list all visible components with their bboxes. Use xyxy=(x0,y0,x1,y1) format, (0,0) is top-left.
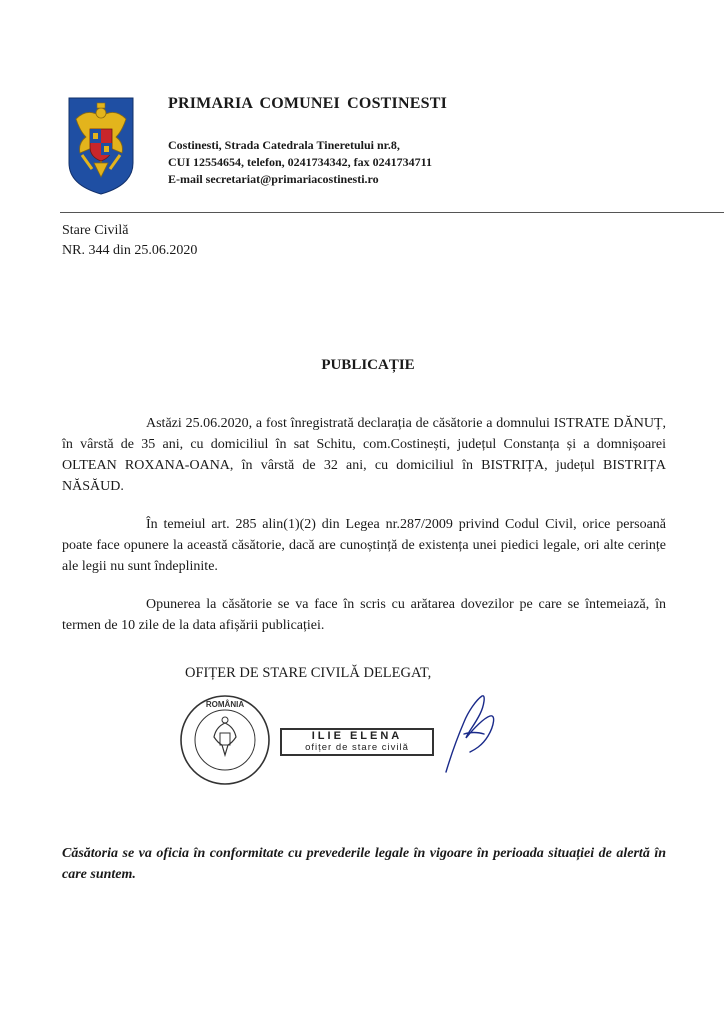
body-paragraph-opposition xyxy=(62,594,666,636)
institution-address: Costinesti, Strada Catedrala Tineretului nr.8, xyxy=(168,138,400,152)
paragraph-text: În temeiul art. 285 alin(1)(2) din Legea nr.287/2009 privind Codul Civil, orice persoană poate face opunere la această căsătorie, dacă are cunoștință de existența unei piedici legale, ori alte cerințe ale legii nu sunt îndeplinite. xyxy=(62,517,666,574)
paragraph-text: Astăzi 25.06.2020, a fost înregistrată declarația de căsătorie a domnului ISTRATE DĂNUȚ, în vârstă de 35 ani, cu domiciliul în sat Schitu, com.Costinești, județul Constanța și a domnișoarei OLTEAN ROXANA-OANA, în vârstă de 32 ani, cu domiciliul în BISTRIȚA, județul BISTRIȚA NĂSĂUD. xyxy=(62,416,666,494)
paragraph-text: Opunerea la căsătorie se va face în scris cu arătarea dovezilor pe care se întemeiază, în termen de 10 zile de la data afișării publicației. xyxy=(62,597,666,633)
footer-note: Căsătoria se va oficia în conformitate cu prevederile legale în vigoare în perioada situației de alertă în care suntem. xyxy=(62,846,666,882)
body-paragraph-legal-basis xyxy=(62,514,666,577)
stamp-role: ofițer de stare civilă xyxy=(305,742,409,753)
body-paragraph-declaration xyxy=(62,413,666,497)
institution-contact: CUI 12554654, telefon, 0241734342, fax 0241734711 xyxy=(168,155,432,169)
header-divider xyxy=(60,212,724,213)
handwritten-signature-icon xyxy=(440,692,502,774)
institution-title: PRIMARIA COMUNEI COSTINESTI xyxy=(168,95,447,112)
round-seal-icon xyxy=(178,693,272,787)
document-title: PUBLICAȚIE xyxy=(321,357,415,373)
officer-title: OFIȚER DE STARE CIVILĂ DELEGAT, xyxy=(185,665,432,681)
registry-number: NR. 344 din 25.06.2020 xyxy=(62,243,198,258)
coat-of-arms-icon xyxy=(68,97,134,195)
stamp-name: ILIE ELENA xyxy=(311,730,403,742)
institution-email: E-mail secretariat@primariacostinesti.ro xyxy=(168,172,379,186)
seal-country: ROMÂNIA xyxy=(205,700,245,709)
registry-department: Stare Civilă xyxy=(62,223,129,238)
name-stamp xyxy=(280,728,434,756)
